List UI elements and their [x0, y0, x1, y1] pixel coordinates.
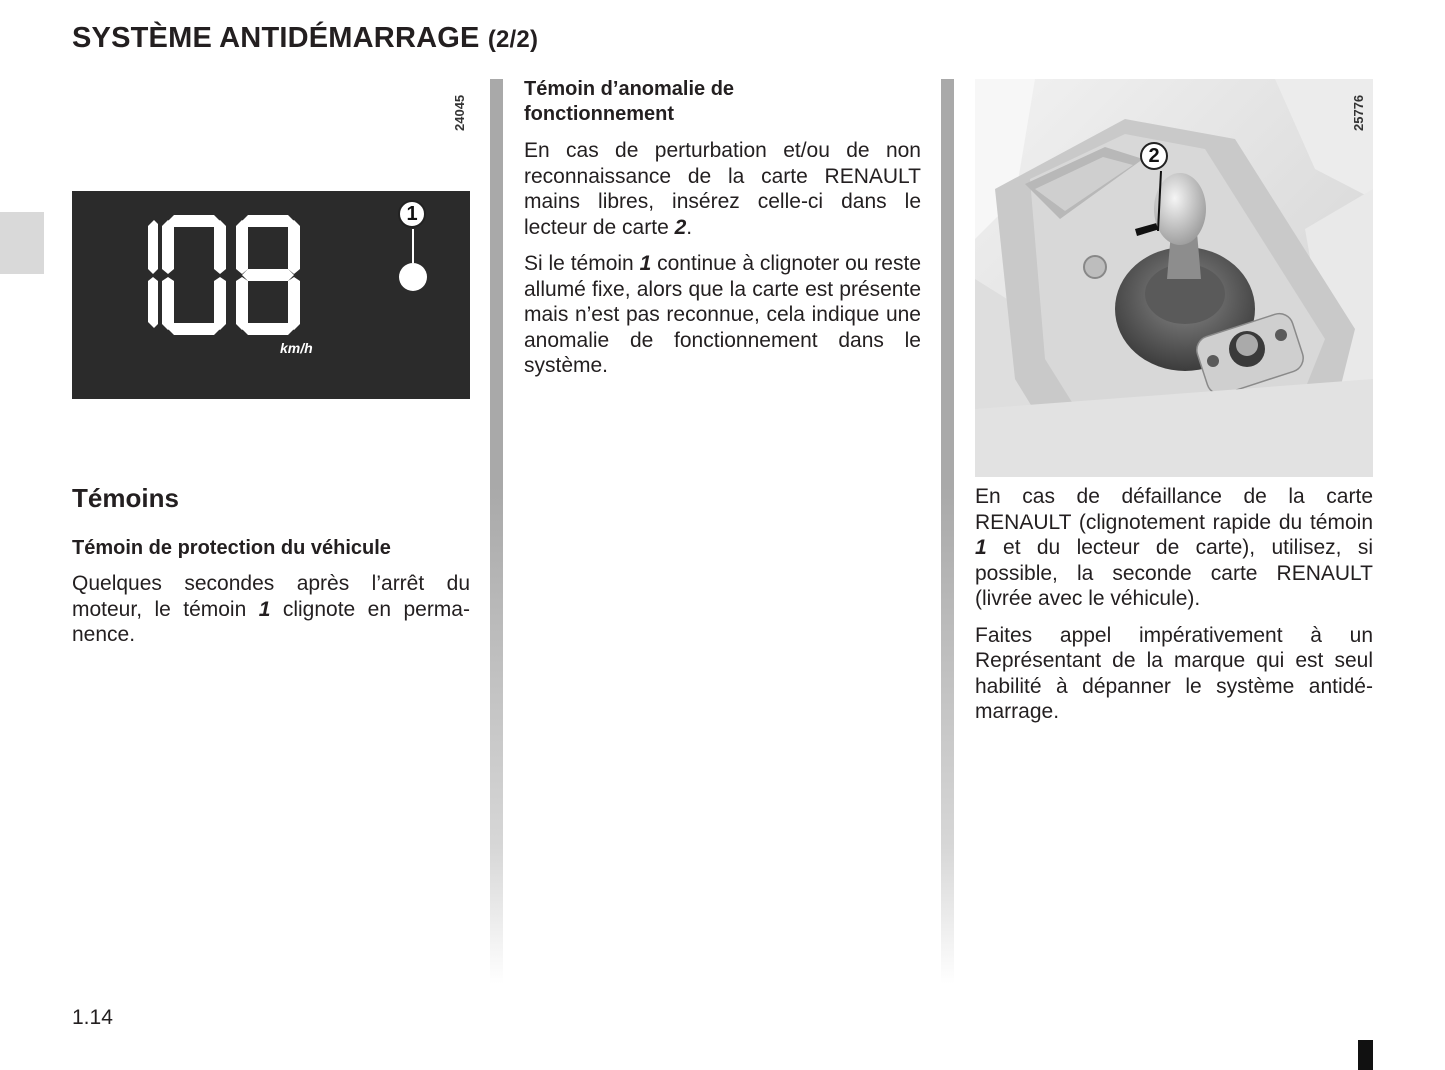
page-corner-mark [1358, 1040, 1373, 1070]
speed-unit: km/h [280, 340, 313, 356]
reference-1: 1 [258, 597, 271, 621]
dashboard-display-figure [72, 191, 470, 399]
subheading-anomalie: Témoin d’anomalie de fonctionnement [524, 78, 735, 125]
reference-1: 1 [975, 536, 987, 559]
console-photo-figure [975, 79, 1373, 477]
console-photo-svg [975, 79, 1373, 477]
figure-code-left: 24045 [452, 94, 467, 131]
page-number: 1.14 [72, 1006, 113, 1029]
right-text-block [975, 484, 1373, 736]
page-title [72, 22, 538, 55]
reference-1: 1 [639, 252, 652, 275]
column-separator-left [490, 79, 503, 984]
paragraph-defaillance: En cas de défaillance de la carte RENAULT (clignotement rapide du témoin 1 et du lecteur de carte), utilisez, si possible, la seconde carte RENAULT (livrée avec le véhicule). [975, 485, 1373, 610]
column-separator-right [941, 79, 954, 984]
figure-code-right: 25776 [1351, 94, 1366, 131]
callout-2: 2 [1140, 142, 1168, 170]
chapter-tab [0, 212, 44, 274]
warning-light-icon [399, 263, 427, 291]
paragraph-protection: Quelques secondes après l’arrêt du moteur, le témoin 1 clignote en permanence. [72, 572, 470, 646]
middle-text-block [524, 138, 921, 390]
paragraph-perturbation: En cas de perturbation et/ou de non reconnaissance de la carte RENAULT mains libres, insérez celle-ci dans le lecteur de carte 2. [524, 139, 921, 239]
subheading-protection: Témoin de protection du véhicule [72, 537, 391, 559]
page-title-text: SYSTÈME ANTIDÉMARRAGE [72, 22, 480, 54]
reference-2: 2 [674, 215, 687, 239]
callout-1: 1 [398, 200, 426, 228]
paragraph-representant: Faites appel impérativement à un Représentant de la marque qui est seul habilité à dépanner le système antidémarrage. [975, 623, 1373, 723]
page-title-suffix: (2/2) [487, 26, 539, 53]
paragraph-clignotement: Si le témoin 1 continue à clignoter ou reste allumé fixe, alors que la carte est présente mais n’est pas reconnue, cela indique une anomalie de fonctionnement dans le système. [524, 252, 921, 377]
section-title-temoins: Témoins [72, 483, 179, 513]
